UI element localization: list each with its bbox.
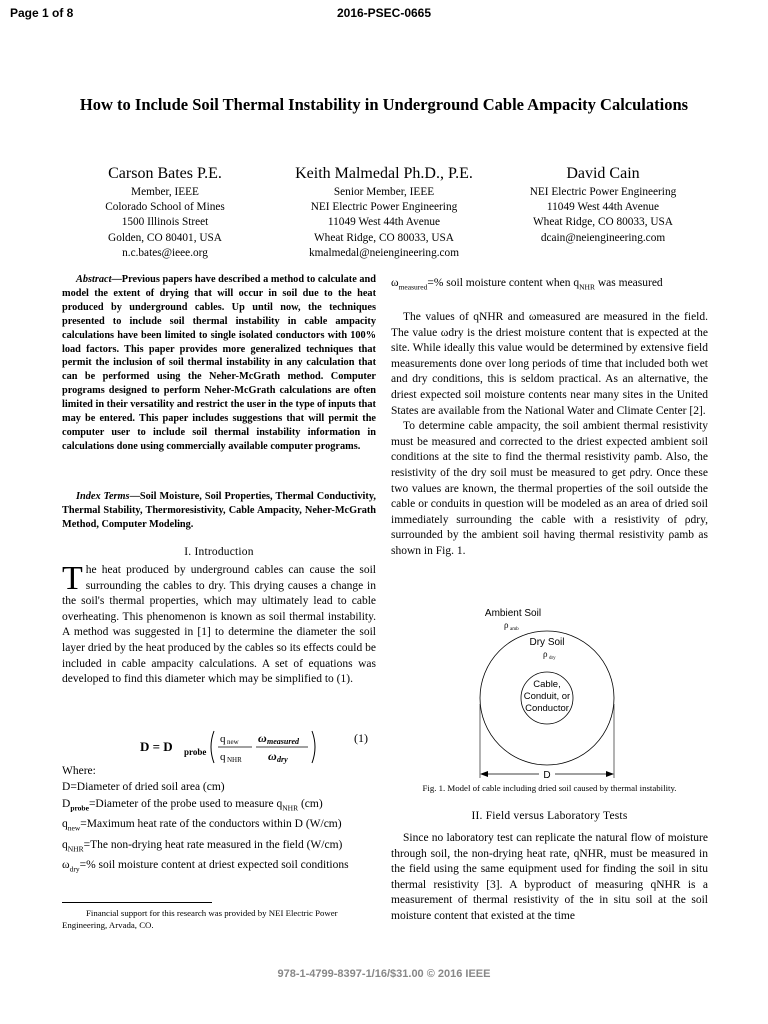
eq-den1: q <box>220 751 226 763</box>
introduction-text: he heat produced by underground cables can cause the soil surrounding the cables to dry. This drying causes a change in the soil's thermal properties, which may ultimately lead to cable overheating. This phenomenon is known as soil thermal instability. A method was suggested in [1] to determine the diameter the soil layer dried by the heat produced by the cables so its effects could be included in cable ampacity calculations. A set of equations was developed to find this diameter which may be simplified to (1). <box>62 564 376 686</box>
eq-lhs-sub: probe <box>184 747 207 757</box>
ambient-soil-label: Ambient Soil <box>484 608 542 619</box>
where-sub: probe <box>70 802 89 812</box>
author-line: NEI Electric Power Engineering <box>529 186 677 198</box>
where-item <box>62 779 376 795</box>
where-symbol: ω <box>62 859 70 872</box>
author-email: n.c.bates@ieee.org <box>122 246 208 259</box>
paragraph: To determine cable ampacity, the soil ambient thermal resistivity must be measured and corrected to the driest expected ambient soil conditions at the site to find the thermal resistivity ρamb. Also, the resistivity of the dry soil must be measured to get ρdry. Once these two values are known, the thermal properties of the soil outside the cable or conduits in question will be modeled as an area of dried soil immediately surrounding the cable with a resistivity of ρdry, surrounded by the ambient soil having thermal resistivity ρamb as shown in Fig. 1. <box>391 420 708 557</box>
author-line: Member, IEEE <box>131 186 199 198</box>
dry-rho-symbol: ρ <box>543 649 548 659</box>
abstract-text: —Previous papers have described a method to calculate and model the extent of drying that will occur in soil due to the heat produced by underground cables. Up until now, the techniques presented to include soil thermal instability in cable ampacity calculations have been limited to single isolated conductors with 100% load factors. This paper provides more generalized techniques that permit the inclusion of soil thermal instability in any calculation that can be performed using the Neher-McGrath method. Computer programs designed to perform Neher-McGrath calculations are often limited in their versatility and restrict the user in the type of inputs that may be entered. This paper includes suggestions that will permit the computer user to include soil thermal instability information in calculations done using commercially available computer programs. <box>62 274 376 452</box>
author-3 <box>478 163 728 246</box>
figure-1 <box>391 600 708 780</box>
dimension-arrow-right <box>606 771 614 777</box>
author-line: NEI Electric Power Engineering <box>310 201 458 214</box>
author-line: 11049 West 44th Avenue <box>327 216 441 229</box>
eq-paren-right <box>312 731 315 763</box>
where-text: =Diameter of the probe used to measure q <box>88 797 283 810</box>
where-sub: NHR <box>579 282 595 292</box>
where-text: =% soil moisture content at driest expected soil conditions <box>79 859 349 872</box>
author-line: Golden, CO 80401, USA <box>108 231 222 244</box>
eq-num1-sub: new <box>227 738 239 746</box>
introduction-paragraph <box>62 560 376 688</box>
omega-measured-definition <box>391 276 708 295</box>
where-sub: dry <box>69 864 80 874</box>
core-label-line2: Conduit, or <box>523 691 571 702</box>
ambient-rho-symbol: ρ <box>504 620 509 630</box>
copyright-footer: 978-1-4799-8397-1/16/$31.00 © 2016 IEEE <box>277 968 491 980</box>
paper-id: 2016-PSEC-0665 <box>336 6 432 20</box>
core-label-line3: Conductor <box>525 703 569 714</box>
dry-rho-sub: dry <box>549 656 556 661</box>
author-line: Senior Member, IEEE <box>333 186 435 198</box>
diameter-label: D <box>543 770 551 780</box>
where-text: =Diameter of dried soil area (cm) <box>70 781 225 794</box>
where-symbol: D <box>62 797 71 810</box>
paragraph: The values of qNHR and ωmeasured are measured in the field. The value ωdry is the driest moisture content that is expected at the site. While ideally this value would be determined by extensive field measurements done over long periods of time that included both wet and dry conditions, this is seldom practical. As an alternative, the driest expected soil moisture contents near many sites in the United States are available from the National Water and Climate Center [2]. <box>391 311 708 417</box>
where-symbol: D <box>62 781 71 794</box>
abstract-label: Abstract <box>76 274 112 285</box>
eq-den2: ω <box>268 749 277 763</box>
dimension-arrow-left <box>480 771 488 777</box>
author-line: Wheat Ridge, CO 80033, USA <box>314 231 454 244</box>
eq-paren-left <box>211 731 214 763</box>
where-sub: new <box>67 823 81 833</box>
where-list <box>62 763 376 878</box>
drop-cap: T <box>62 560 83 597</box>
where-text: =% soil moisture content when q <box>427 277 580 289</box>
paper-title: How to Include Soil Thermal Instability in Underground Cable Ampacity Calculations <box>79 95 689 114</box>
author-line: Wheat Ridge, CO 80033, USA <box>533 216 673 229</box>
eq-num1: q <box>220 733 226 745</box>
where-text: =Maximum heat rate of the conductors within D (W/cm) <box>80 818 342 831</box>
section-heading-introduction: I. Introduction <box>184 546 254 558</box>
where-item <box>62 837 376 858</box>
where-symbol: q <box>62 818 68 831</box>
eq-den2-sub: dry <box>277 755 288 764</box>
where-sub: NHR <box>282 802 299 812</box>
footnote-rule <box>62 902 212 903</box>
section-heading-field-vs-lab: II. Field versus Laboratory Tests <box>471 810 628 822</box>
footnote: Financial support for this research was provided by NEI Electric Power Engineering, Arvada, CO. <box>62 908 338 930</box>
where-item <box>62 816 376 837</box>
where-text: was measured <box>594 277 663 289</box>
author-name: David Cain <box>566 165 640 182</box>
author-line: 1500 Illinois Street <box>121 216 209 229</box>
where-text: (cm) <box>298 797 323 810</box>
author-1 <box>40 163 290 261</box>
author-name: Carson Bates P.E. <box>108 165 222 182</box>
page-number: Page 1 of 8 <box>10 6 74 20</box>
author-line: 11049 West 44th Avenue <box>546 201 660 214</box>
eq-num2-sub: measured <box>267 737 299 746</box>
ambient-rho-sub: amb <box>510 627 519 632</box>
index-terms-label: Index Terms <box>76 491 130 502</box>
where-text: =The non-drying heat rate measured in the field (W/cm) <box>83 838 343 851</box>
author-name: Keith Malmedal Ph.D., P.E. <box>295 165 473 182</box>
where-sub: NHR <box>67 844 84 854</box>
abstract <box>62 273 376 454</box>
where-item <box>62 796 376 817</box>
where-label: Where: <box>62 765 96 777</box>
right-column-body <box>391 310 708 560</box>
eq-num2: ω <box>258 731 267 745</box>
author-email: dcain@neiengineering.com <box>540 231 666 244</box>
where-symbol: q <box>62 838 68 851</box>
where-symbol: ω <box>391 277 399 289</box>
where-sub: measured <box>398 282 428 292</box>
section2-paragraph: Since no laboratory test can replicate the natural flow of moisture through soil, the non-drying heat rate, qNHR, must be measured in the field using the same equipment used for finding the soil in situ thermal resistivity [3]. A byproduct of measuring qNHR is a measurement of thermal resistivity of the in situ soil at the soil moisture content that existed at the time <box>391 832 708 922</box>
equation-number: (1) <box>354 731 368 745</box>
figure-caption: Fig. 1. Model of cable including dried soil caused by thermal instability. <box>422 783 677 793</box>
index-terms <box>62 490 376 532</box>
author-2 <box>259 163 509 261</box>
figure-1-diagram <box>391 600 708 780</box>
eq-lhs: D = D <box>140 739 173 754</box>
eq-den1-sub: NHR <box>227 756 242 764</box>
author-line: Colorado School of Mines <box>105 201 225 214</box>
author-email: kmalmedal@neiengineering.com <box>309 246 459 259</box>
core-label-line1: Cable, <box>533 679 561 690</box>
where-item <box>62 857 376 878</box>
dry-soil-label: Dry Soil <box>529 637 565 648</box>
index-terms-text: —Soil Moisture, Soil Properties, Thermal Conductivity, Thermal Stability, Thermoresistivity, Cable Ampacity, Neher-McGrath Method, Computer Modeling. <box>62 491 377 530</box>
